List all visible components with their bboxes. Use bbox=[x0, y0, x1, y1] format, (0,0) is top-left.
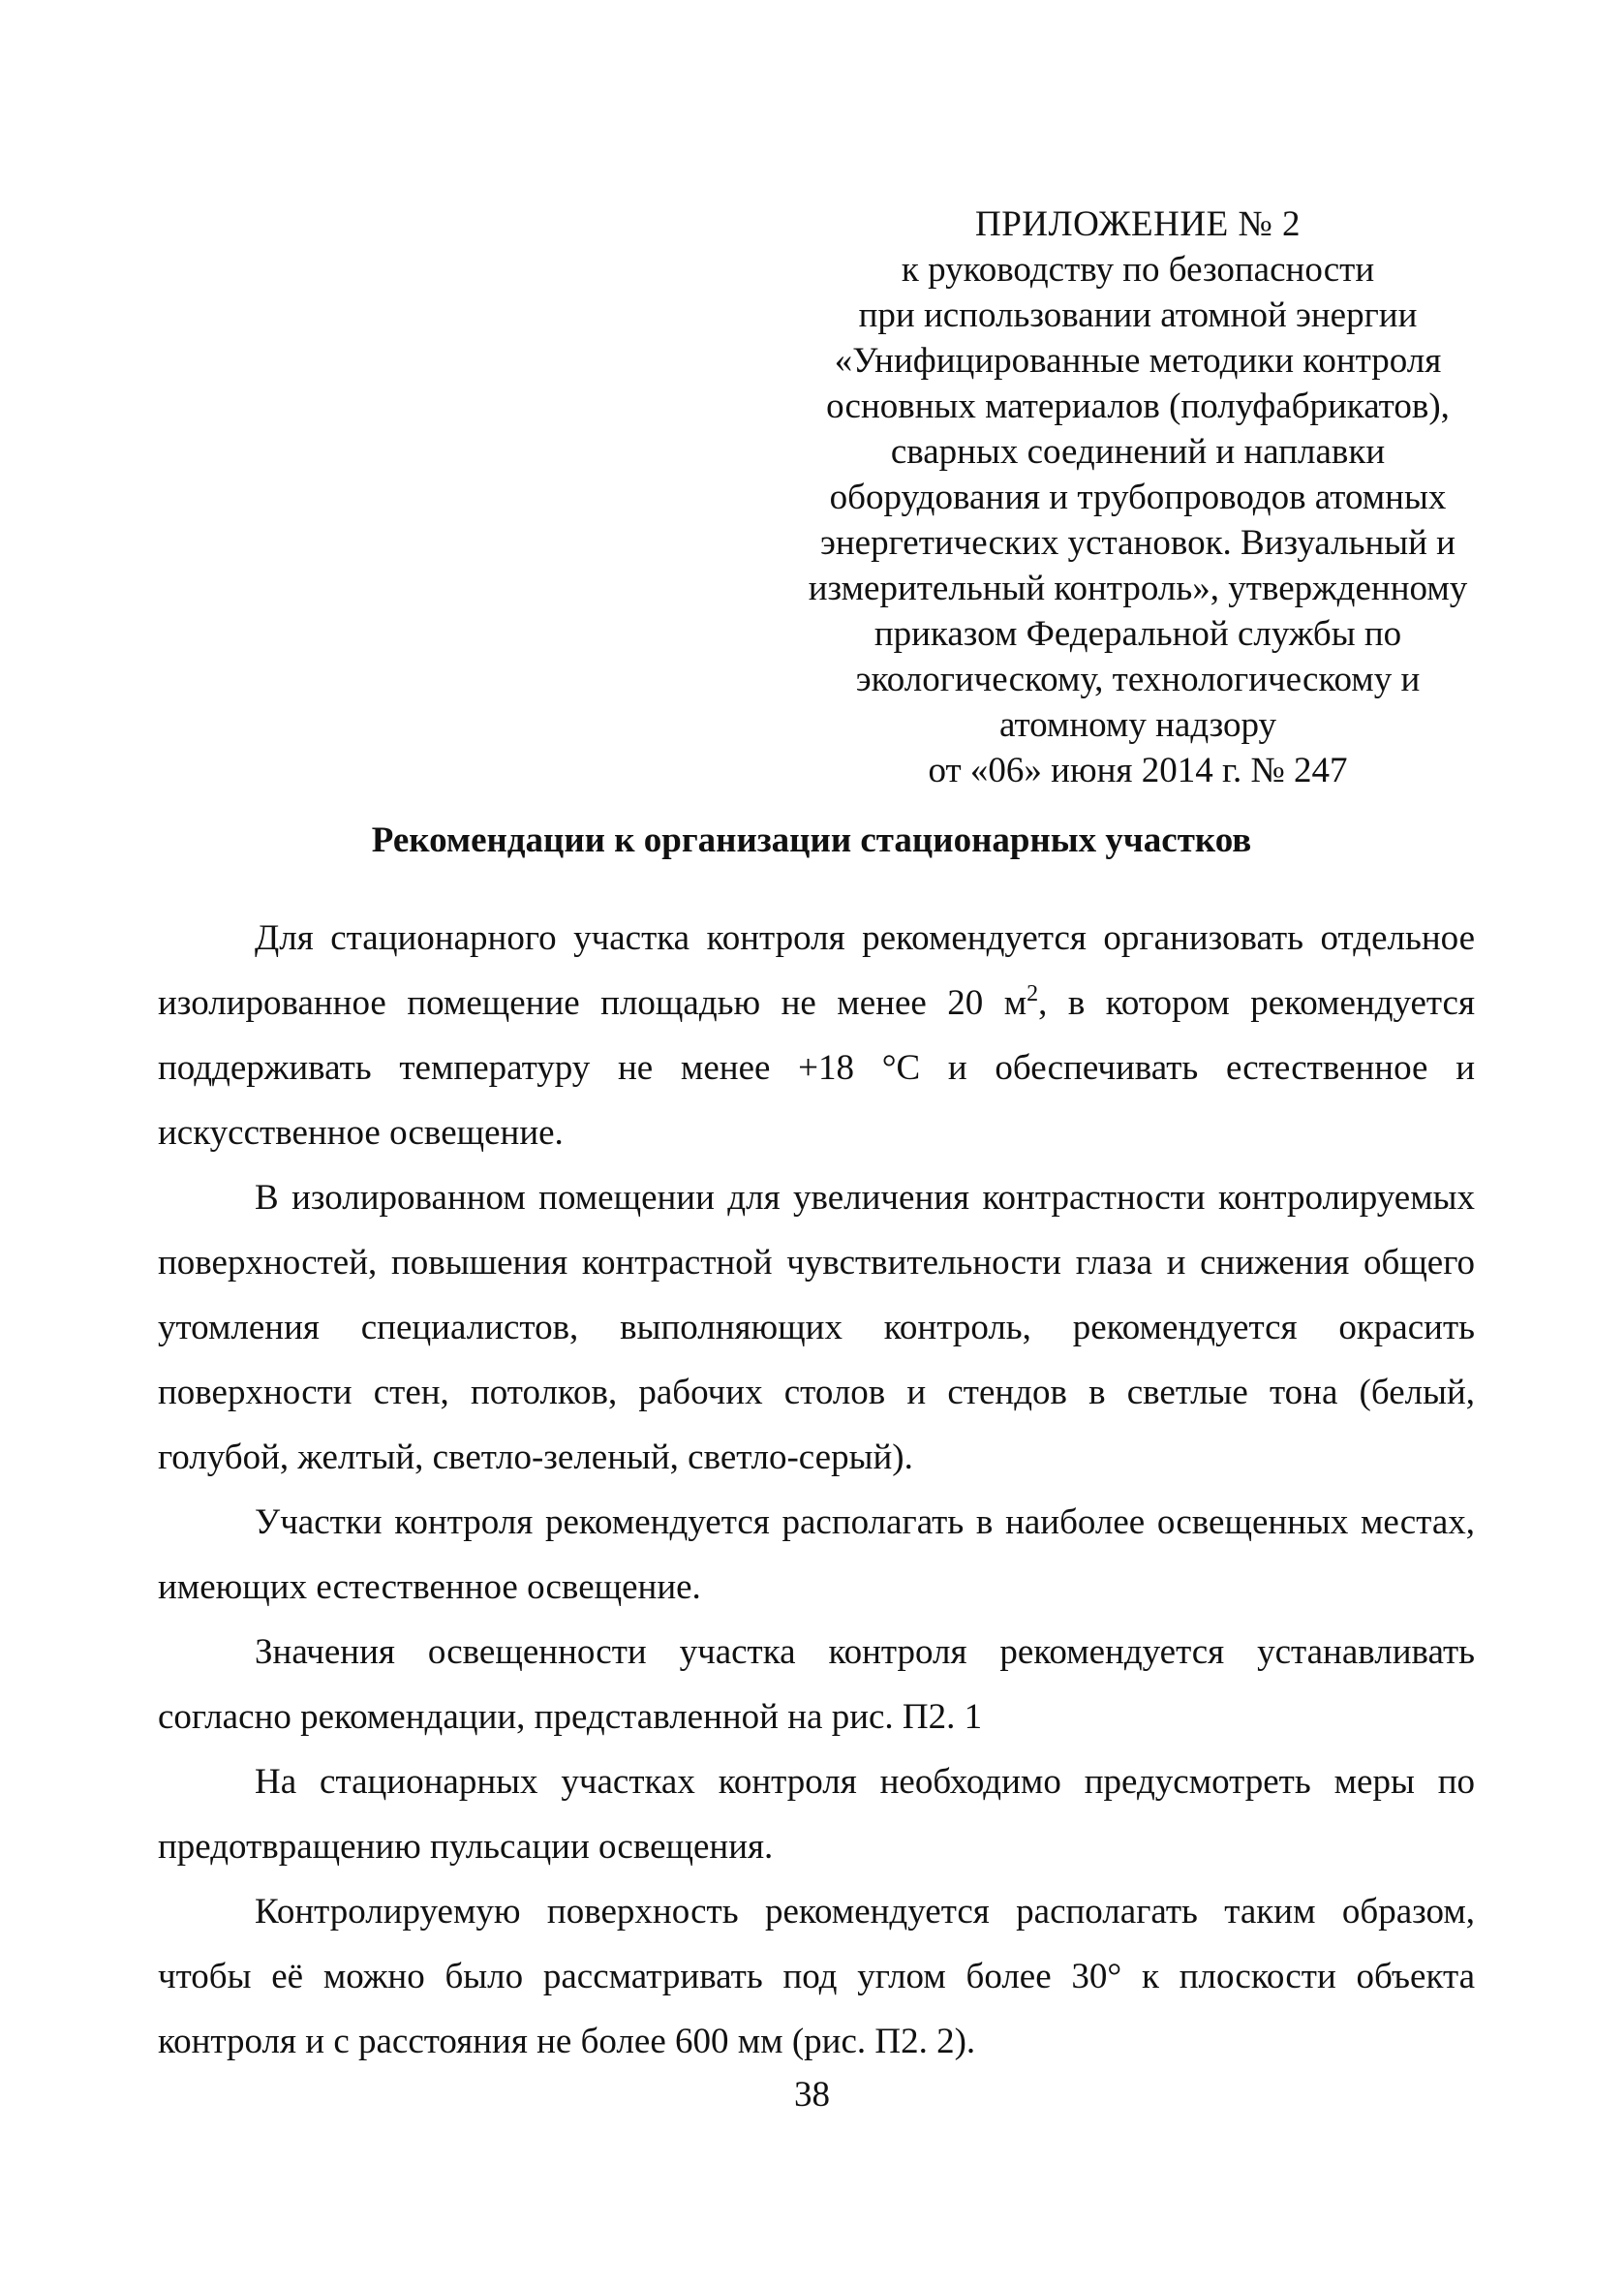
appendix-title: ПРИЛОЖЕНИЕ № 2 bbox=[974, 204, 1301, 244]
appendix-line: энергетических установок. Визуальный и bbox=[820, 523, 1455, 563]
appendix-line: приказом Федеральной службы по bbox=[873, 614, 1402, 654]
appendix-line: атомному надзору bbox=[998, 705, 1277, 745]
appendix-line: сварных соединений и наплавки bbox=[890, 432, 1386, 472]
paragraph-location: Участки контроля рекомендуется располагать в наиболее освещенных местах, имеющих естественное освещение. bbox=[158, 1502, 1475, 1607]
paragraph-illumination: Значения освещенности участка контроля рекомендуется устанавливать согласно рекомендации, представленной на рис. П2. 1 bbox=[158, 1632, 1475, 1737]
appendix-order-date: от «06» июня 2014 г. № 247 bbox=[928, 751, 1348, 790]
appendix-line: основных материалов (полуфабрикатов), bbox=[826, 386, 1450, 426]
appendix-line: к руководству по безопасности bbox=[901, 250, 1375, 290]
appendix-line: «Унифицированные методики контроля bbox=[834, 341, 1442, 381]
document-body bbox=[158, 906, 1475, 2074]
paragraph-viewing-angle: Контролируемую поверхность рекомендуется располагать таким образом, чтобы её можно было рассматривать под углом более 30° к плоскости объекта контроля и с расстояния не более 600 мм (рис. П2. 2). bbox=[158, 1892, 1475, 2061]
superscript: 2 bbox=[1026, 981, 1039, 1006]
paragraph-text: , в котором рекомендуется поддерживать температуру не менее +18 °С и обеспечивать естественное и искусственное освещение. bbox=[158, 983, 1475, 1153]
paragraph-text: Для стационарного участка контроля рекомендуется организовать отдельное изолированное помещение площадью не менее 20 м bbox=[158, 918, 1475, 1023]
paragraph-surface-colors: В изолированном помещении для увеличения контрастности контролируемых поверхностей, повышения контрастной чувствительности глаза и снижения общего утомления специалистов, выполняющих контроль, рекомендуется окрасить поверхности стен, потолков, рабочих столов и стендов в светлые тона (белый, голубой, желтый, светло-зеленый, светло-серый). bbox=[158, 1178, 1475, 1477]
page-number: 38 bbox=[794, 2075, 830, 2115]
paragraph-pulsation: На стационарных участках контроля необходимо предусмотреть меры по предотвращению пульсации освещения. bbox=[158, 1762, 1475, 1867]
section-heading: Рекомендации к организации стационарных участков bbox=[371, 820, 1252, 860]
appendix-line: оборудования и трубопроводов атомных bbox=[829, 478, 1447, 517]
appendix-header bbox=[765, 201, 1511, 793]
appendix-line: при использовании атомной энергии bbox=[858, 295, 1418, 335]
paragraph-room-requirements bbox=[158, 906, 1475, 1165]
appendix-line: измерительный контроль», утвержденному bbox=[808, 569, 1468, 608]
appendix-line: экологическому, технологическому и bbox=[855, 660, 1421, 699]
